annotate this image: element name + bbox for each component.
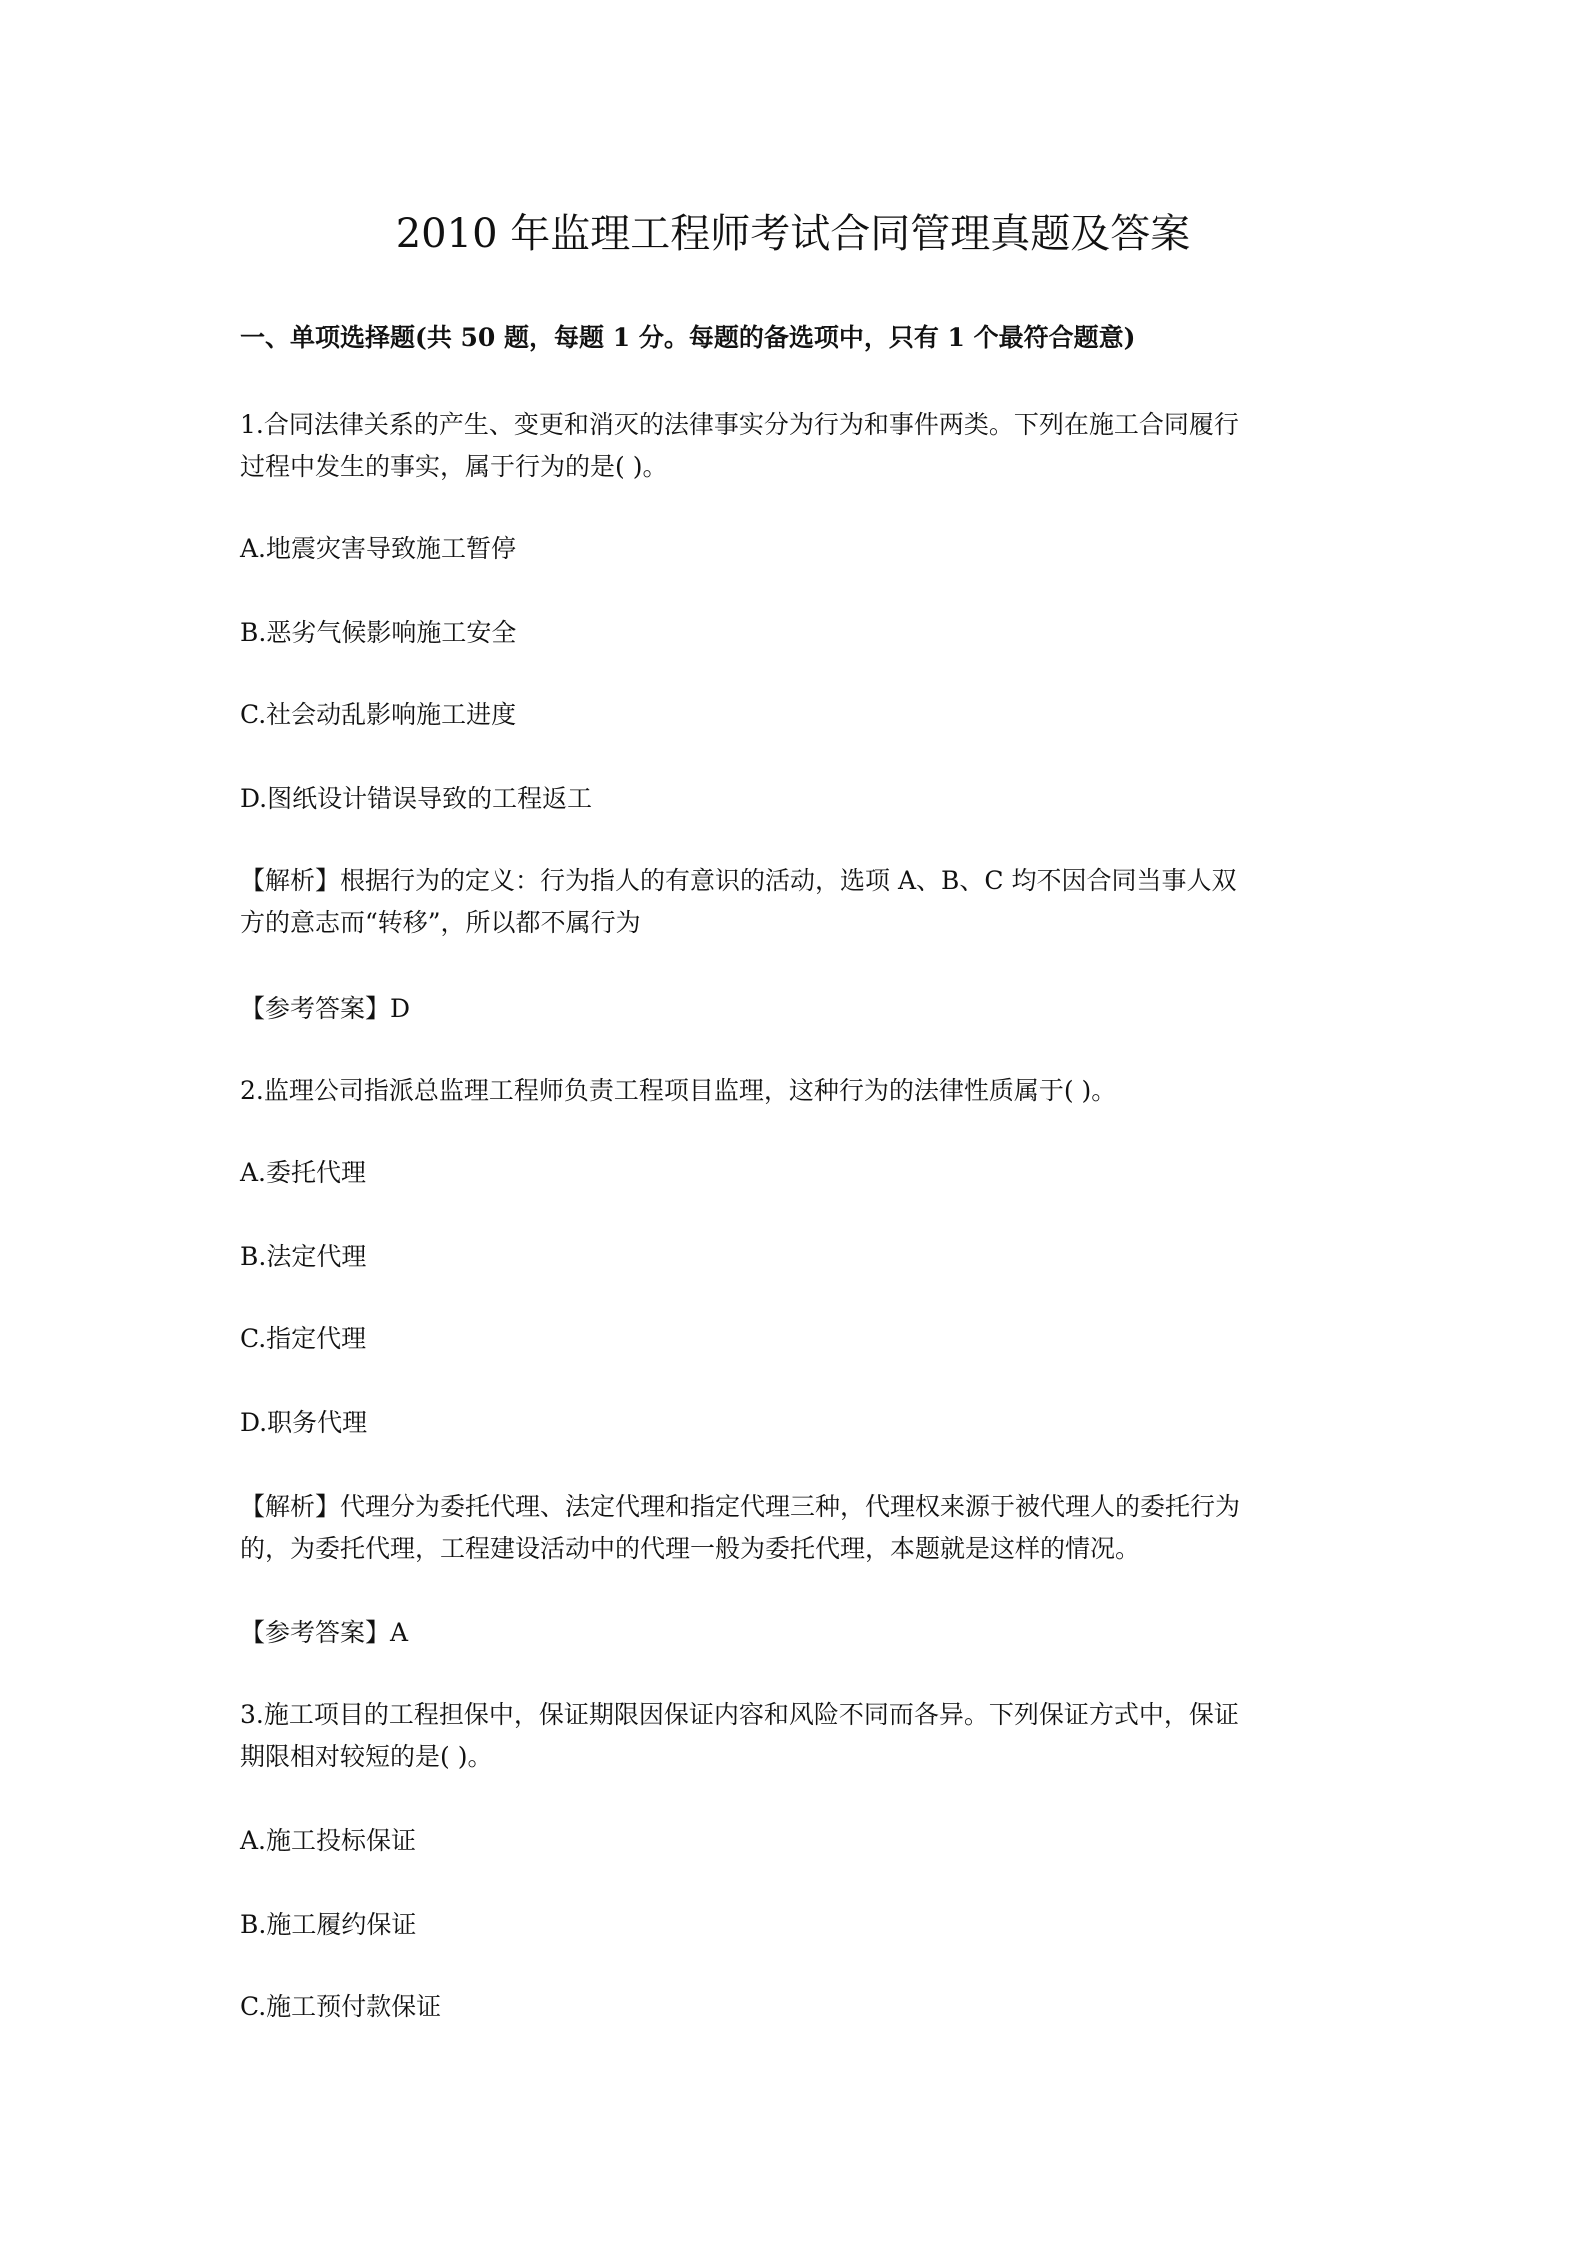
- question-2-option-b: B.法定代理: [240, 1242, 367, 1271]
- question-3-option-c: C.施工预付款保证: [240, 1992, 442, 2021]
- question-1-option-b: B.恶劣气候影响施工安全: [240, 618, 517, 647]
- question-2-stem: 2.监理公司指派总监理工程师负责工程项目监理，这种行为的法律性质属于( )。: [240, 1076, 1117, 1105]
- question-3-option-b: B.施工履约保证: [240, 1910, 417, 1939]
- question-1-analysis-line-2: 方的意志而“转移”，所以都不属行为: [240, 908, 641, 937]
- question-2-option-a: A.委托代理: [240, 1158, 367, 1187]
- question-3-stem-line-1: 3.施工项目的工程担保中，保证期限因保证内容和风险不同而各异。下列保证方式中，保证: [240, 1700, 1239, 1729]
- question-1-analysis: [240, 860, 1352, 944]
- question-1-stem-line-2: 过程中发生的事实，属于行为的是( )。: [240, 452, 668, 481]
- question-2-analysis-line-1: 【解析】代理分为委托代理、法定代理和指定代理三种，代理权来源于被代理人的委托行为: [240, 1492, 1241, 1521]
- question-1-option-c: C.社会动乱影响施工进度: [240, 700, 517, 729]
- document-title: 2010 年监理工程师考试合同管理真题及答案: [395, 211, 1191, 257]
- question-2-option-c: C.指定代理: [240, 1324, 367, 1353]
- question-2-analysis: [240, 1486, 1352, 1570]
- question-2-answer: 【参考答案】A: [240, 1618, 409, 1647]
- question-3-option-a: A.施工投标保证: [240, 1826, 417, 1855]
- question-1-option-d: D.图纸设计错误导致的工程返工: [240, 784, 593, 813]
- question-2-analysis-line-2: 的，为委托代理，工程建设活动中的代理一般为委托代理，本题就是这样的情况。: [240, 1534, 1141, 1563]
- question-2-option-d: D.职务代理: [240, 1408, 368, 1437]
- question-3-stem-line-2: 期限相对较短的是( )。: [240, 1742, 493, 1771]
- question-3-stem: [240, 1694, 1352, 1778]
- question-1-answer: 【参考答案】D: [240, 994, 411, 1023]
- question-1-stem: [240, 404, 1352, 488]
- question-1-analysis-line-1: 【解析】根据行为的定义：行为指人的有意识的活动，选项 A、B、C 均不因合同当事人双: [240, 866, 1237, 895]
- section-heading: 一、单项选择题(共 50 题，每题 1 分。每题的备选项中，只有 1 个最符合题意): [240, 323, 1136, 352]
- question-1-option-a: A.地震灾害导致施工暂停: [240, 534, 517, 563]
- question-1-stem-line-1: 1.合同法律关系的产生、变更和消灭的法律事实分为行为和事件两类。下列在施工合同履行: [240, 410, 1239, 439]
